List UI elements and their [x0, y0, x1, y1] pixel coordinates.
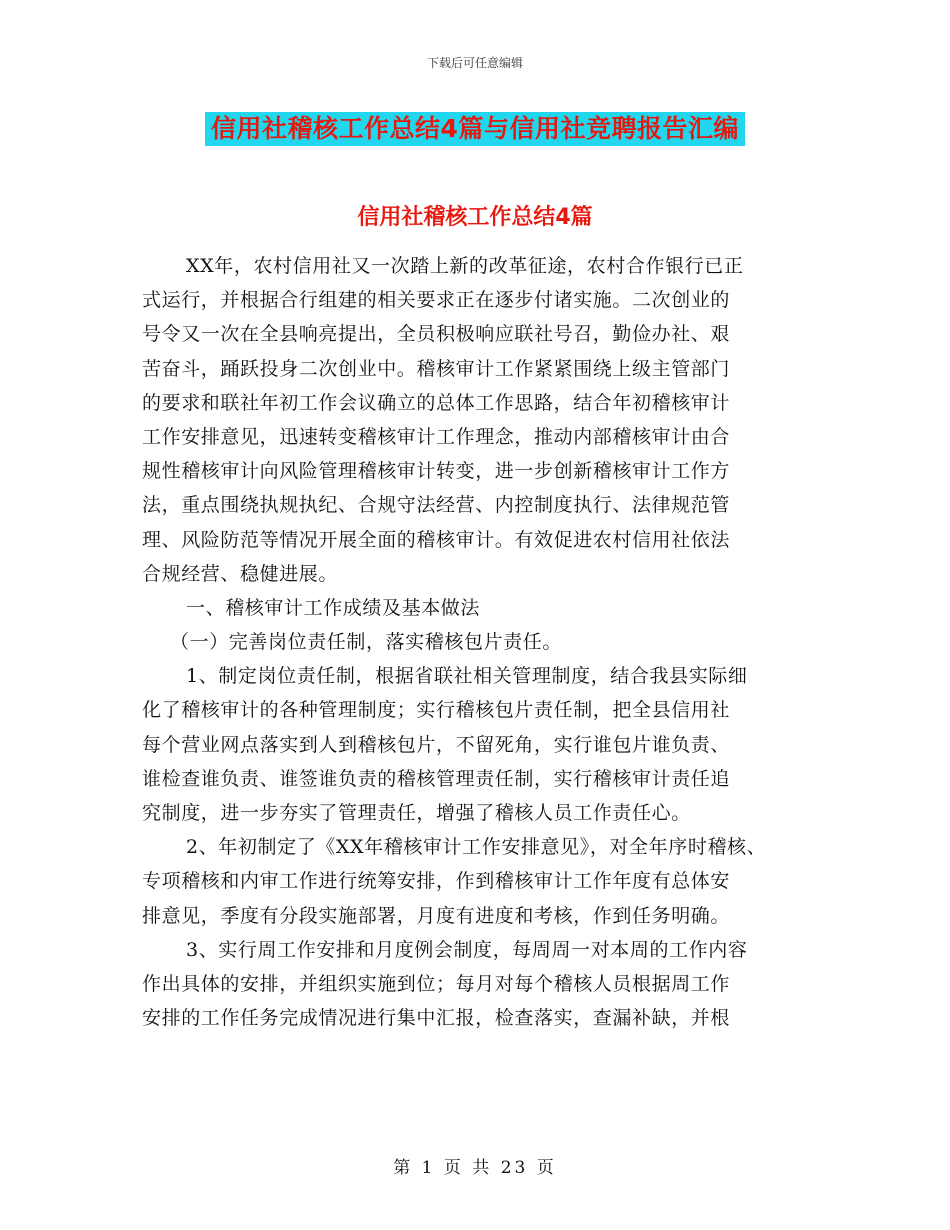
paragraph-line: 的要求和联社年初工作会议确立的总体工作思路，结合年初稽核审计 [142, 391, 731, 414]
document-title-wrap [0, 112, 950, 146]
document-title: 信用社稽核工作总结4篇与信用社竞聘报告汇编 [205, 112, 745, 146]
paragraph-line: 号令又一次在全县响亮提出，全员积极响应联社号召，勤俭办社、艰 [142, 323, 731, 346]
paragraph-line: 谁检查谁负责、谁签谁负责的稽核管理责任制，实行稽核审计责任追 [142, 767, 731, 790]
header-note: 下载后可任意编辑 [426, 56, 523, 70]
paragraph-line: 排意见，季度有分段实施部署，月度有进度和考核，作到任务明确。 [142, 904, 731, 927]
section-title: 信用社稽核工作总结4篇 [357, 205, 593, 230]
paragraph-line: 2、年初制定了《XX年稽核审计工作安排意见》，对全年序时稽核、 [186, 836, 767, 859]
body-text [142, 249, 822, 1035]
paragraph-line: 究制度，进一步夯实了管理责任，增强了稽核人员工作责任心。 [142, 802, 691, 824]
paragraph-line: 1、制定岗位责任制，根据省联社相关管理制度，结合我县实际细 [186, 665, 748, 688]
paragraph-line: 苦奋斗，踊跃投身二次创业中。稽核审计工作紧紧围绕上级主管部门 [142, 357, 731, 380]
page-number-footer: 第 1 页 共 23 页 [393, 1158, 557, 1178]
paragraph-line: 作出具体的安排，并组织实施到位；每月对每个稽核人员根据周工作 [142, 972, 731, 995]
paragraph-line: 3、实行周工作安排和月度例会制度，每周周一对本周的工作内容 [186, 938, 748, 961]
paragraph-line: 合规经营、稳健进展。 [142, 562, 339, 585]
paragraph-line: 每个营业网点落实到人到稽核包片，不留死角，实行谁包片谁负责、 [142, 733, 731, 756]
paragraph-line: 工作安排意见，迅速转变稽核审计工作理念，推动内部稽核审计由合 [142, 425, 731, 448]
heading-line: 一、稽核审计工作成绩及基本做法 [186, 596, 481, 619]
paragraph-line: 式运行，并根据合行组建的相关要求正在逐步付诸实施。二次创业的 [142, 289, 731, 312]
paragraph-line: 理、风险防范等情况开展全面的稽核审计。有效促进农村信用社依法 [142, 528, 731, 551]
paragraph-line: XX年，农村信用社又一次踏上新的改革征途，农村合作银行已正 [186, 255, 744, 277]
paragraph-line: 规性稽核审计向风险管理稽核审计转变，进一步创新稽核审计工作方 [142, 460, 731, 483]
paragraph-line: 化了稽核审计的各种管理制度；实行稽核包片责任制，把全县信用社 [142, 699, 731, 722]
paragraph-line: 专项稽核和内审工作进行统筹安排，作到稽核审计工作年度有总体安 [142, 870, 731, 893]
subheading-line: （一）完善岗位责任制，落实稽核包片责任。 [170, 631, 563, 654]
paragraph-line: 安排的工作任务完成情况进行集中汇报，检查落实，查漏补缺，并根 [142, 1007, 731, 1030]
paragraph-line: 法，重点围绕执规执纪、合规守法经营、内控制度执行、法律规范管 [142, 494, 731, 517]
